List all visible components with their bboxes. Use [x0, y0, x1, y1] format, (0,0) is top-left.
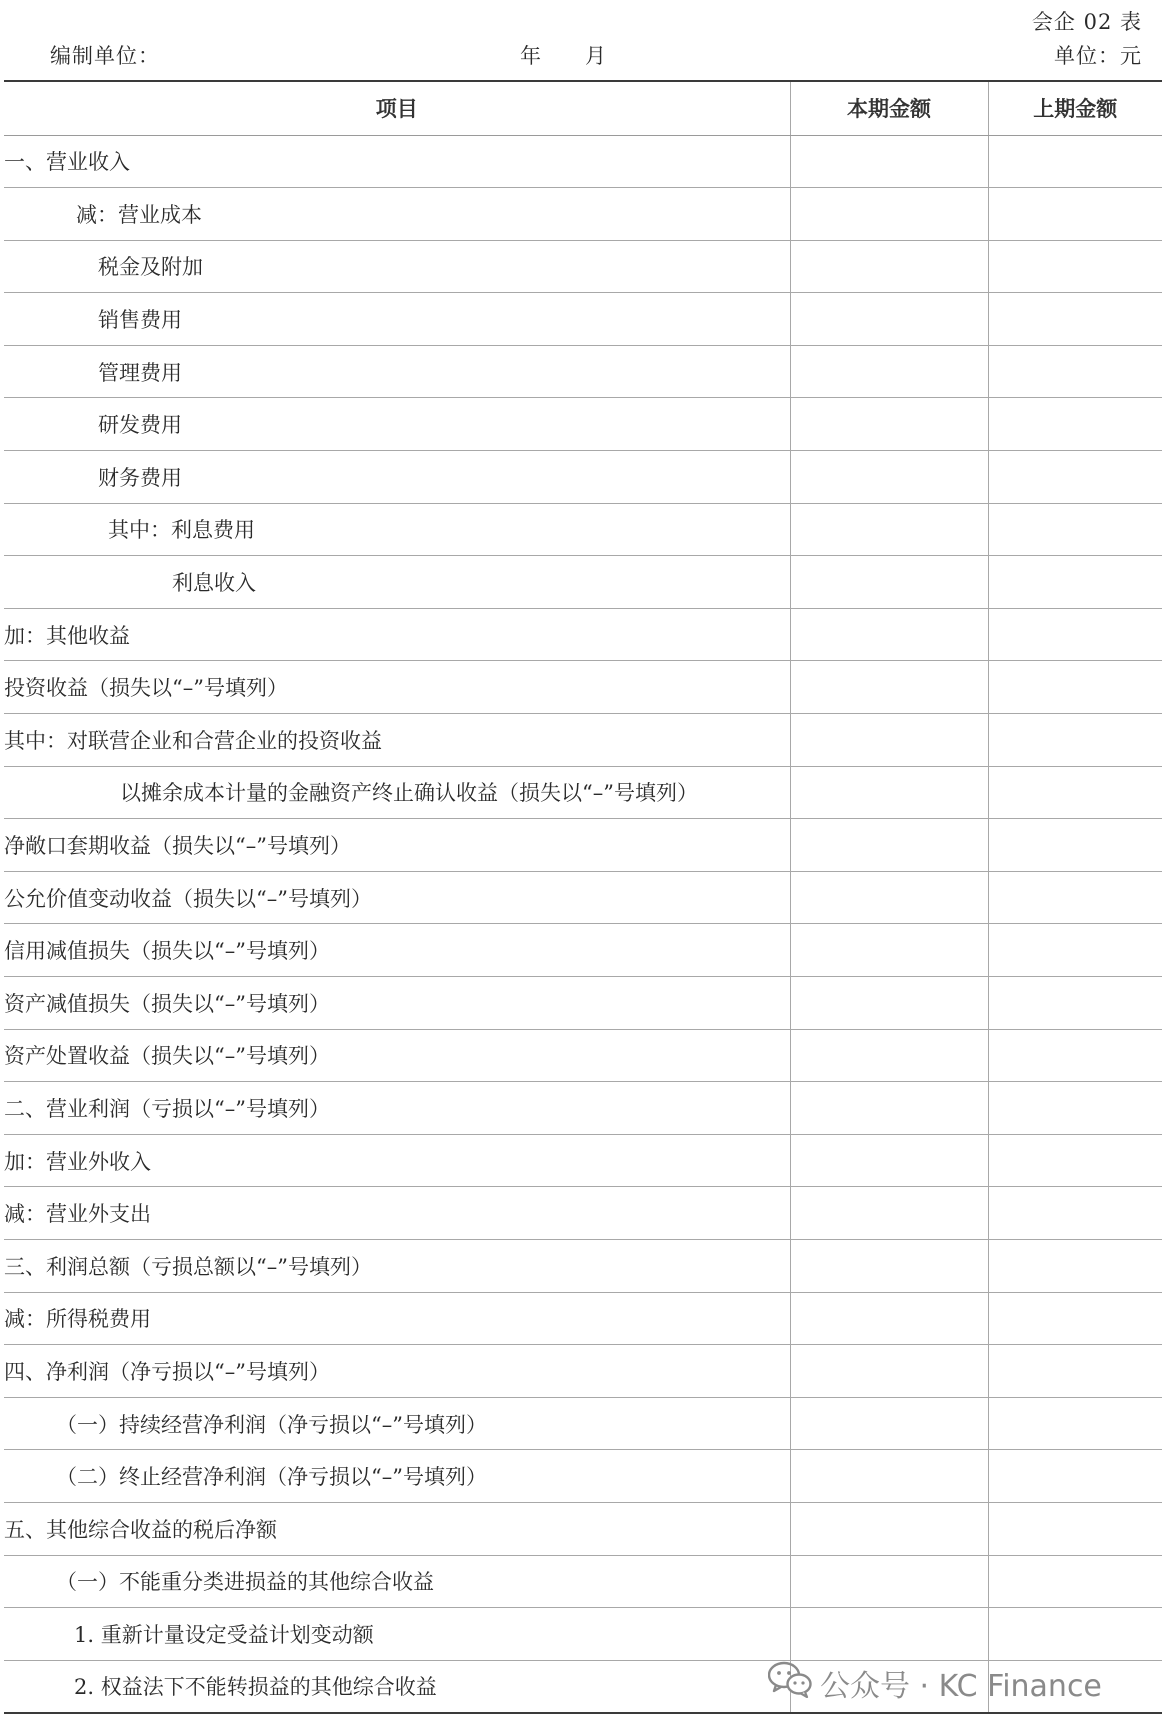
table-row	[4, 871, 1162, 924]
row-previous-amount	[988, 1502, 1162, 1555]
column-header-item: 项目	[4, 81, 790, 135]
row-previous-amount	[988, 1082, 1162, 1135]
row-previous-amount	[988, 1397, 1162, 1450]
row-item: （二）终止经营净利润（净亏损以“–”号填列）	[4, 1450, 790, 1503]
row-current-amount	[790, 1502, 988, 1555]
row-item: 二、营业利润（亏损以“–”号填列）	[4, 1082, 790, 1135]
row-item: 一、营业收入	[4, 135, 790, 188]
row-current-amount	[790, 977, 988, 1030]
form-code: 会企 02 表	[1031, 10, 1142, 34]
row-previous-amount	[988, 293, 1162, 346]
row-item: 减：营业外支出	[4, 1187, 790, 1240]
row-item: 五、其他综合收益的税后净额	[4, 1502, 790, 1555]
row-previous-amount	[988, 1450, 1162, 1503]
table-row	[4, 1450, 1162, 1503]
row-current-amount	[790, 1608, 988, 1661]
row-item: 四、净利润（净亏损以“–”号填列）	[4, 1345, 790, 1398]
row-item: 信用减值损失（损失以“–”号填列）	[4, 924, 790, 977]
year-label: 年	[520, 44, 541, 68]
table-row	[4, 1029, 1162, 1082]
row-previous-amount	[988, 1029, 1162, 1082]
row-current-amount	[790, 188, 988, 241]
row-previous-amount	[988, 714, 1162, 767]
row-previous-amount	[988, 503, 1162, 556]
row-current-amount	[790, 1292, 988, 1345]
row-item: 减：营业成本	[4, 188, 790, 241]
row-current-amount	[790, 608, 988, 661]
table-row	[4, 1239, 1162, 1292]
row-item: 财务费用	[4, 451, 790, 504]
row-item: （一）不能重分类进损益的其他综合收益	[4, 1555, 790, 1608]
row-current-amount	[790, 398, 988, 451]
row-current-amount	[790, 1082, 988, 1135]
table-row	[4, 1502, 1162, 1555]
row-previous-amount	[988, 188, 1162, 241]
table-row	[4, 1397, 1162, 1450]
watermark-text: 公众号 · KC Finance	[820, 1669, 1102, 1704]
row-previous-amount	[988, 766, 1162, 819]
row-item: 2. 权益法下不能转损益的其他综合收益	[4, 1660, 790, 1713]
row-previous-amount	[988, 1134, 1162, 1187]
table-header-row	[4, 81, 1162, 135]
column-header-previous-period: 上期金额	[988, 81, 1162, 135]
table-row	[4, 188, 1162, 241]
table-row	[4, 977, 1162, 1030]
row-item: （一）持续经营净利润（净亏损以“–”号填列）	[4, 1397, 790, 1450]
row-previous-amount	[988, 1239, 1162, 1292]
table-row	[4, 135, 1162, 188]
row-previous-amount	[988, 451, 1162, 504]
row-current-amount	[790, 1187, 988, 1240]
row-item: 三、利润总额（亏损总额以“–”号填列）	[4, 1239, 790, 1292]
row-previous-amount	[988, 608, 1162, 661]
row-item: 1. 重新计量设定受益计划变动额	[4, 1608, 790, 1661]
table-row	[4, 1555, 1162, 1608]
table-row	[4, 924, 1162, 977]
row-item: 利息收入	[4, 556, 790, 609]
income-statement-table	[4, 80, 1162, 1714]
row-previous-amount	[988, 871, 1162, 924]
row-previous-amount	[988, 135, 1162, 188]
table-row	[4, 398, 1162, 451]
wechat-watermark	[768, 1660, 1102, 1706]
row-item: 税金及附加	[4, 240, 790, 293]
table-row	[4, 766, 1162, 819]
table-row	[4, 714, 1162, 767]
row-previous-amount	[988, 240, 1162, 293]
table-row	[4, 1187, 1162, 1240]
row-current-amount	[790, 1397, 988, 1450]
row-current-amount	[790, 1029, 988, 1082]
row-current-amount	[790, 924, 988, 977]
row-previous-amount	[988, 398, 1162, 451]
table-row	[4, 556, 1162, 609]
row-current-amount	[790, 451, 988, 504]
row-previous-amount	[988, 1292, 1162, 1345]
row-item: 其中：对联营企业和合营企业的投资收益	[4, 714, 790, 767]
row-current-amount	[790, 714, 988, 767]
row-previous-amount	[988, 819, 1162, 872]
row-current-amount	[790, 345, 988, 398]
row-item: 销售费用	[4, 293, 790, 346]
row-previous-amount	[988, 977, 1162, 1030]
row-item: 减：所得税费用	[4, 1292, 790, 1345]
row-current-amount	[790, 1345, 988, 1398]
table-row	[4, 1292, 1162, 1345]
row-current-amount	[790, 1450, 988, 1503]
row-current-amount	[790, 766, 988, 819]
row-previous-amount	[988, 1345, 1162, 1398]
row-item: 以摊余成本计量的金融资产终止确认收益（损失以“–”号填列）	[4, 766, 790, 819]
row-previous-amount	[988, 924, 1162, 977]
table-row	[4, 1134, 1162, 1187]
row-current-amount	[790, 240, 988, 293]
row-current-amount	[790, 661, 988, 714]
row-current-amount	[790, 293, 988, 346]
wechat-icon	[768, 1660, 812, 1706]
table-row	[4, 1345, 1162, 1398]
table-row	[4, 345, 1162, 398]
row-item: 其中：利息费用	[4, 503, 790, 556]
row-item: 加：营业外收入	[4, 1134, 790, 1187]
row-previous-amount	[988, 661, 1162, 714]
table-row	[4, 1608, 1162, 1661]
statement-meta-row	[0, 40, 1166, 72]
row-item: 管理费用	[4, 345, 790, 398]
row-item: 加：其他收益	[4, 608, 790, 661]
row-previous-amount	[988, 345, 1162, 398]
row-item: 资产减值损失（损失以“–”号填列）	[4, 977, 790, 1030]
table-row	[4, 608, 1162, 661]
unit-label: 单位：元	[1054, 44, 1142, 68]
table-row	[4, 661, 1162, 714]
row-item: 投资收益（损失以“–”号填列）	[4, 661, 790, 714]
row-current-amount	[790, 871, 988, 924]
compiler-label: 编制单位：	[50, 44, 160, 68]
table-row	[4, 293, 1162, 346]
row-item: 研发费用	[4, 398, 790, 451]
table-row	[4, 451, 1162, 504]
column-header-current-period: 本期金额	[790, 81, 988, 135]
table-row	[4, 240, 1162, 293]
row-current-amount	[790, 503, 988, 556]
row-current-amount	[790, 1134, 988, 1187]
row-item: 净敞口套期收益（损失以“–”号填列）	[4, 819, 790, 872]
row-previous-amount	[988, 556, 1162, 609]
row-previous-amount	[988, 1608, 1162, 1661]
row-current-amount	[790, 1555, 988, 1608]
row-current-amount	[790, 819, 988, 872]
table-row	[4, 819, 1162, 872]
row-previous-amount	[988, 1555, 1162, 1608]
row-current-amount	[790, 1239, 988, 1292]
row-item: 资产处置收益（损失以“–”号填列）	[4, 1029, 790, 1082]
row-current-amount	[790, 556, 988, 609]
row-item: 公允价值变动收益（损失以“–”号填列）	[4, 871, 790, 924]
month-label: 月	[585, 44, 606, 68]
table-row	[4, 1082, 1162, 1135]
row-previous-amount	[988, 1187, 1162, 1240]
row-current-amount	[790, 135, 988, 188]
table-row	[4, 503, 1162, 556]
